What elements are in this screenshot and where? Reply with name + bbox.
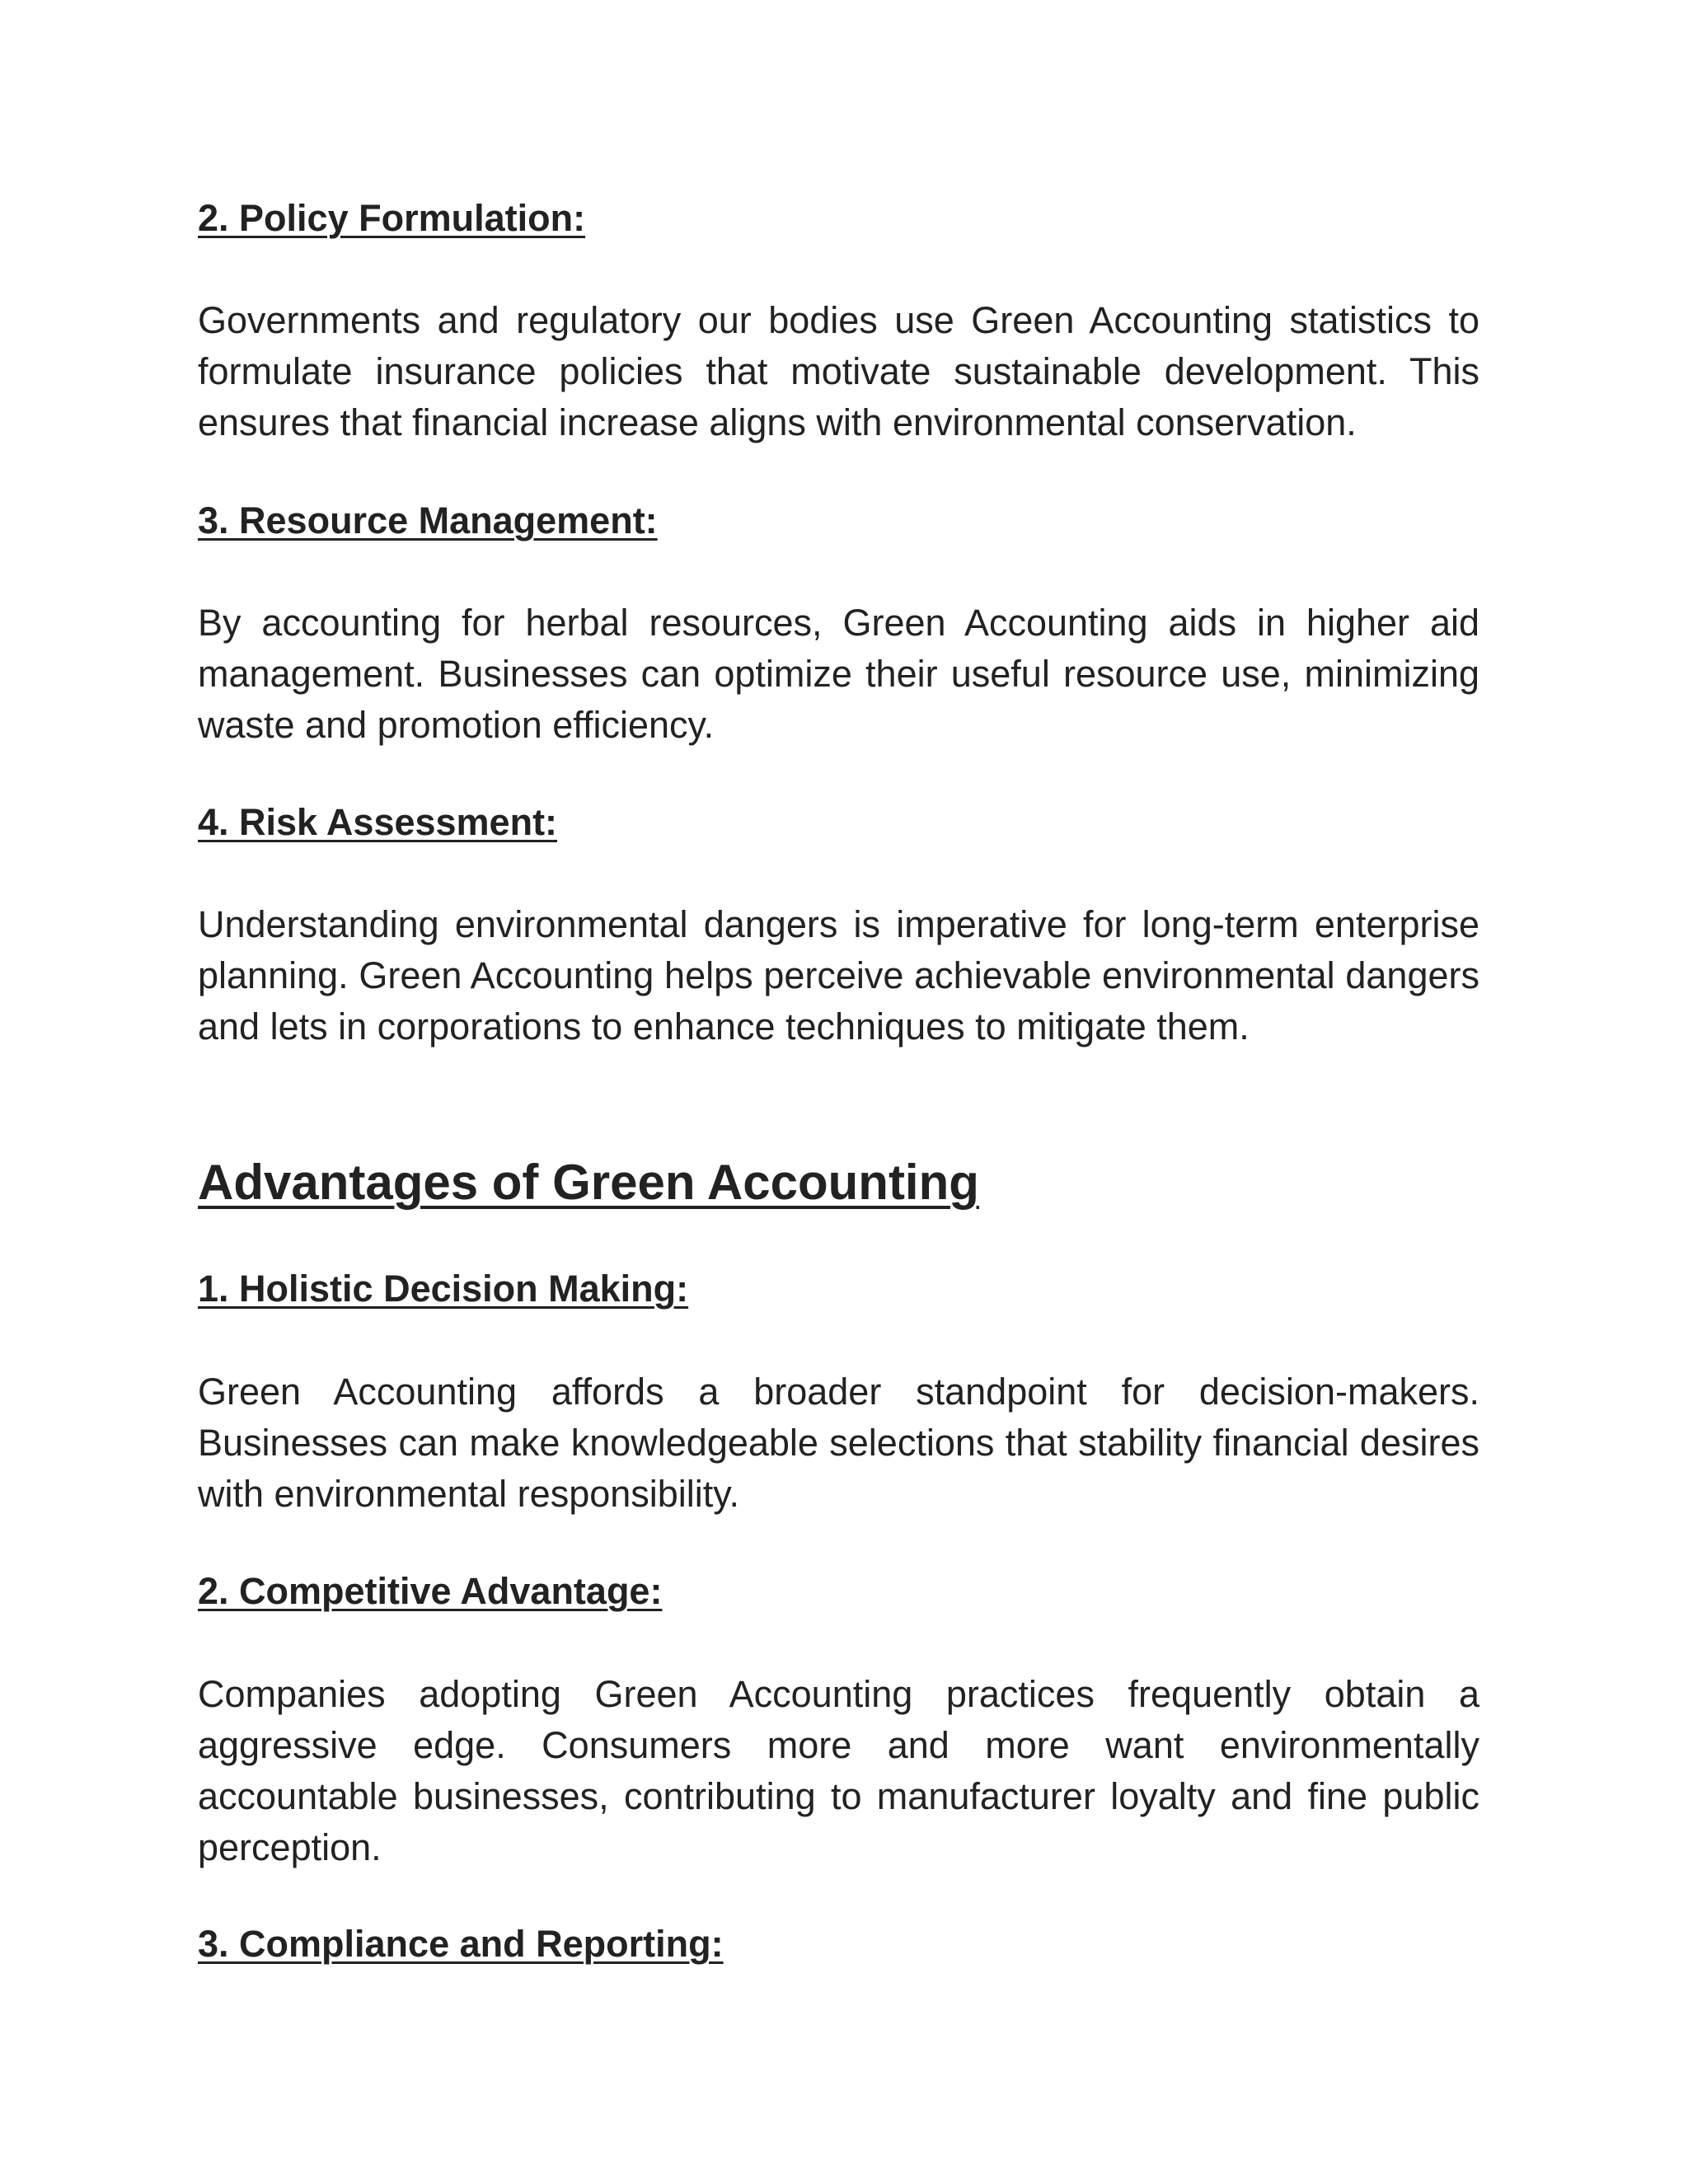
paragraph-holistic-decision-making: Green Accounting affords a broader standpoint for decision-makers. Businesses can make knowledgeable selections that stability financial desires with environmental responsibility. xyxy=(198,1371,1479,1515)
heading-compliance-and-reporting: 3. Compliance and Reporting: xyxy=(198,1923,724,1965)
paragraph-risk-assessment: Understanding environmental dangers is imperative for long-term enterprise planning. Green Accounting helps perceive achievable environmental dangers and lets in corporations to enhance techniques to mitigate them. xyxy=(198,903,1479,1047)
paragraph-competitive-advantage: Companies adopting Green Accounting practices frequently obtain a aggressive edge. Consumers more and more want environmentally accountable businesses, contributing to manufacturer loyalty and fine public perception. xyxy=(198,1673,1479,1868)
section-title-advantages: Advantages of Green Accounting xyxy=(198,1155,979,1210)
paragraph-policy-formulation: Governments and regulatory our bodies use Green Accounting statistics to formulate insurance policies that motivate sustainable development. This ensures that financial increase aligns with environmental conservation. xyxy=(198,299,1479,443)
heading-resource-management: 3. Resource Management: xyxy=(198,499,658,541)
heading-risk-assessment: 4. Risk Assessment: xyxy=(198,801,558,843)
heading-holistic-decision-making: 1. Holistic Decision Making: xyxy=(198,1268,689,1310)
heading-policy-formulation: 2. Policy Formulation: xyxy=(198,197,586,239)
heading-competitive-advantage: 2. Competitive Advantage: xyxy=(198,1570,663,1612)
paragraph-resource-management: By accounting for herbal resources, Green Accounting aids in higher aid management. Businesses can optimize their useful resource use, minimizing waste and promotion efficiency. xyxy=(198,602,1479,746)
